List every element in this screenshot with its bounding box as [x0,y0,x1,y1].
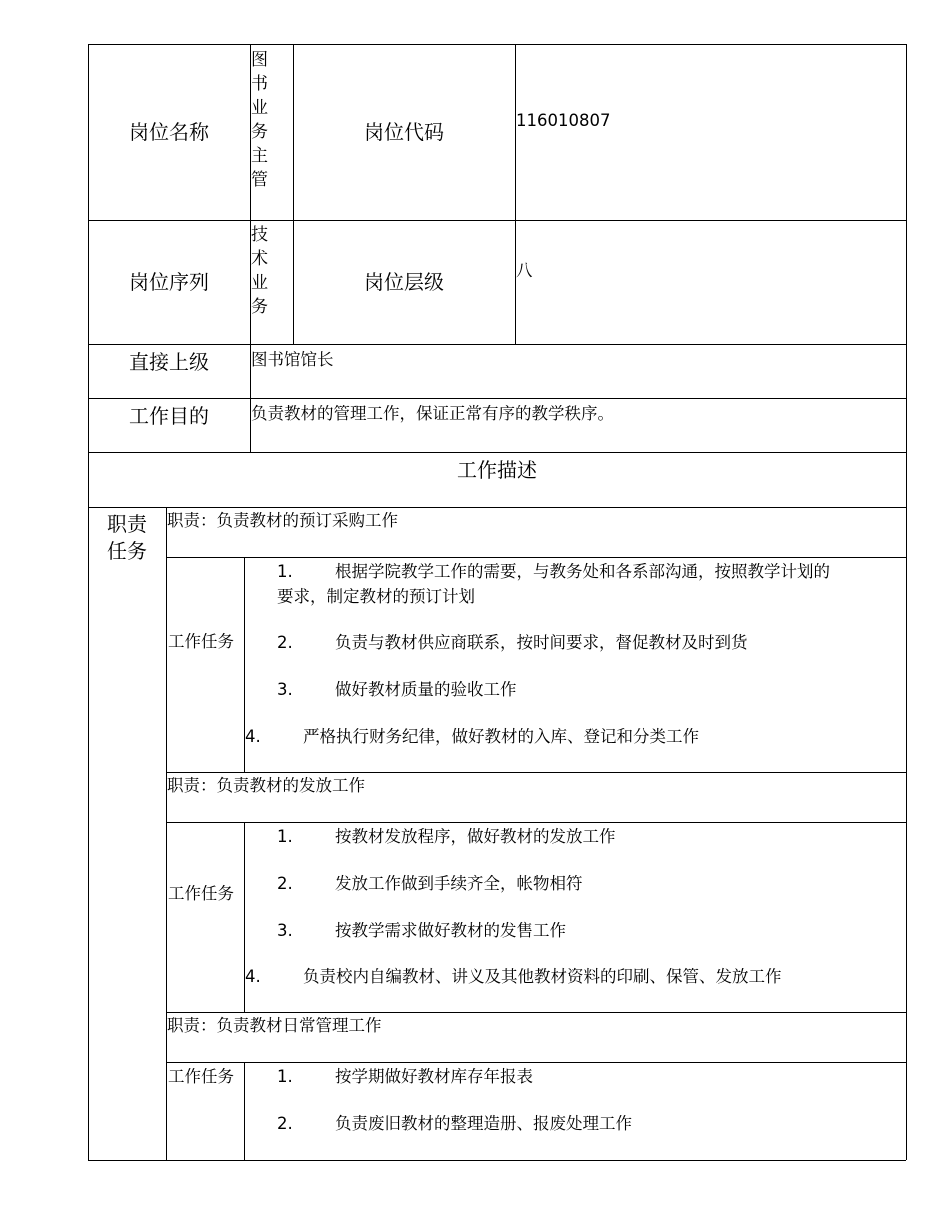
table-border-right [906,44,907,1160]
task-label: 工作任务 [168,1067,234,1086]
purpose-label: 工作目的 [129,404,209,428]
task-item: 3. 按教学需求做好教材的发售工作 [277,921,566,940]
post-level-value: 八 [516,261,533,280]
row-divider [166,1012,906,1013]
column-divider [515,44,516,344]
column-divider [166,507,167,1160]
post-code-value: 116010807 [516,111,611,130]
post-series-label: 岗位序列 [129,270,209,294]
post-code-label: 岗位代码 [364,120,444,144]
task-item: 2. 负责废旧教材的整理造册、报废处理工作 [277,1114,632,1133]
task-item: 2. 负责与教材供应商联系，按时间要求，督促教材及时到货 [277,633,748,652]
row-divider [166,772,906,773]
task-list [244,557,906,772]
table-border-bottom [88,1160,906,1161]
duty-title: 职责：负责教材的预订采购工作 [167,511,398,530]
job-description-table [88,44,906,1160]
supervisor-label: 直接上级 [129,350,209,374]
task-label: 工作任务 [168,632,234,651]
duties-label: 职责任务 [107,512,147,563]
task-item: 4. 负责校内自编教材、讲义及其他教材资料的印刷、保管、发放工作 [245,967,782,986]
purpose-value: 负责教材的管理工作，保证正常有序的教学秩序。 [251,404,614,423]
task-item-continuation: 要求，制定教材的预订计划 [277,587,475,606]
row-divider [88,507,906,508]
task-label: 工作任务 [168,884,234,903]
duty-title: 职责：负责教材日常管理工作 [167,1016,382,1035]
task-item: 3. 做好教材质量的验收工作 [277,680,517,699]
task-item: 1. 按教材发放程序，做好教材的发放工作 [277,827,616,846]
task-item: 4. 严格执行财务纪律，做好教材的入库、登记和分类工作 [245,727,699,746]
task-item: 1. 根据学院教学工作的需要，与教务处和各系部沟通，按照教学计划的 [277,562,830,581]
post-name-label: 岗位名称 [129,120,209,144]
post-level-label: 岗位层级 [364,270,444,294]
post-series-value: 技术业务 [251,225,268,317]
post-name-value: 图书业务主管 [251,50,268,190]
task-item: 2. 发放工作做到手续齐全，帐物相符 [277,874,583,893]
task-list [244,822,906,1012]
task-list [244,1062,906,1160]
description-title: 工作描述 [457,458,537,482]
duty-title: 职责：负责教材的发放工作 [167,776,365,795]
supervisor-value: 图书馆馆长 [251,350,334,369]
task-item: 1. 按学期做好教材库存年报表 [277,1067,533,1086]
